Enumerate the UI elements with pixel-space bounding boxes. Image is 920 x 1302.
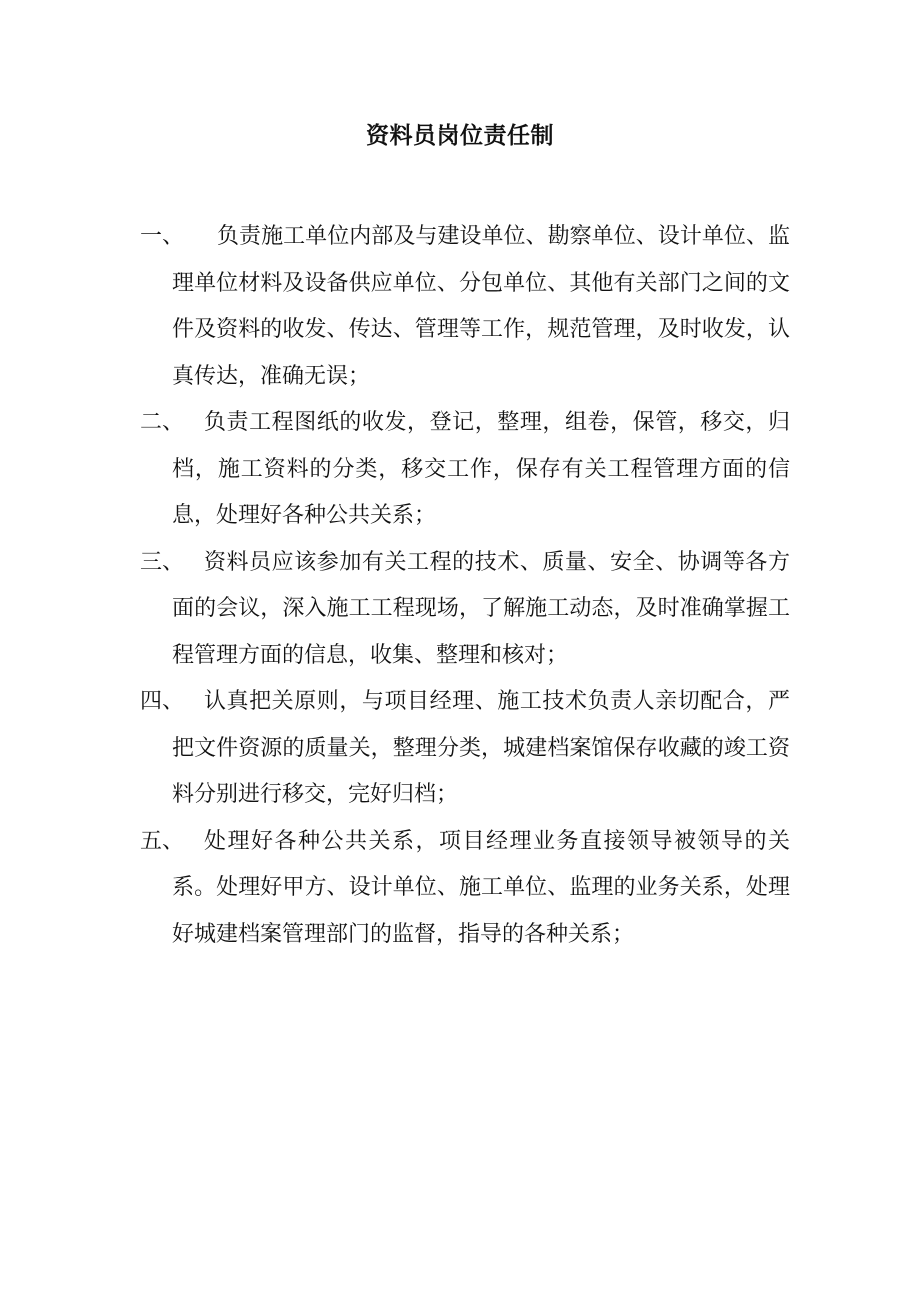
clause-3 [140,540,790,680]
clause-text: 处理好各种公共关系，项目经理业务直接领导被领导的关系。处理好甲方、设计单位、施工单位、监理的业务关系，处理好城建档案管理部门的监督，指导的各种关系； [172,828,790,947]
clause-text: 负责工程图纸的收发，登记，整理，组卷，保管，移交，归档，施工资料的分类，移交工作，保存有关工程管理方面的信息，处理好各种公共关系； [172,410,790,528]
clause-number: 三、 [140,549,185,575]
clause-text: 负责施工单位内部及与建设单位、勘察单位、设计单位、监理单位材料及设备供应单位、分包单位、其他有关部门之间的文件及资料的收发、传达、管理等工作，规范管理，及时收发，认真传达，准确无误； [172,224,790,389]
document-title: 资料员岗位责任制 [366,122,554,149]
responsibility-list [140,214,790,958]
clause-text: 认真把关原则，与项目经理、施工技术负责人亲切配合，严把文件资源的质量关，整理分类，城建档案馆保存收藏的竣工资料分别进行移交，完好归档； [172,689,790,807]
clause-1 [140,214,790,400]
clause-number: 二、 [140,410,185,435]
clause-number: 四、 [140,689,185,714]
clause-4 [140,679,790,819]
clause-number: 五、 [140,828,185,854]
clause-text: 资料员应该参加有关工程的技术、质量、安全、协调等各方面的会议，深入施工工程现场，了解施工动态，及时准确掌握工程管理方面的信息，收集、整理和核对； [172,549,790,668]
clause-number: 一、 [140,224,185,249]
clause-2 [140,400,790,540]
clause-5 [140,819,790,959]
